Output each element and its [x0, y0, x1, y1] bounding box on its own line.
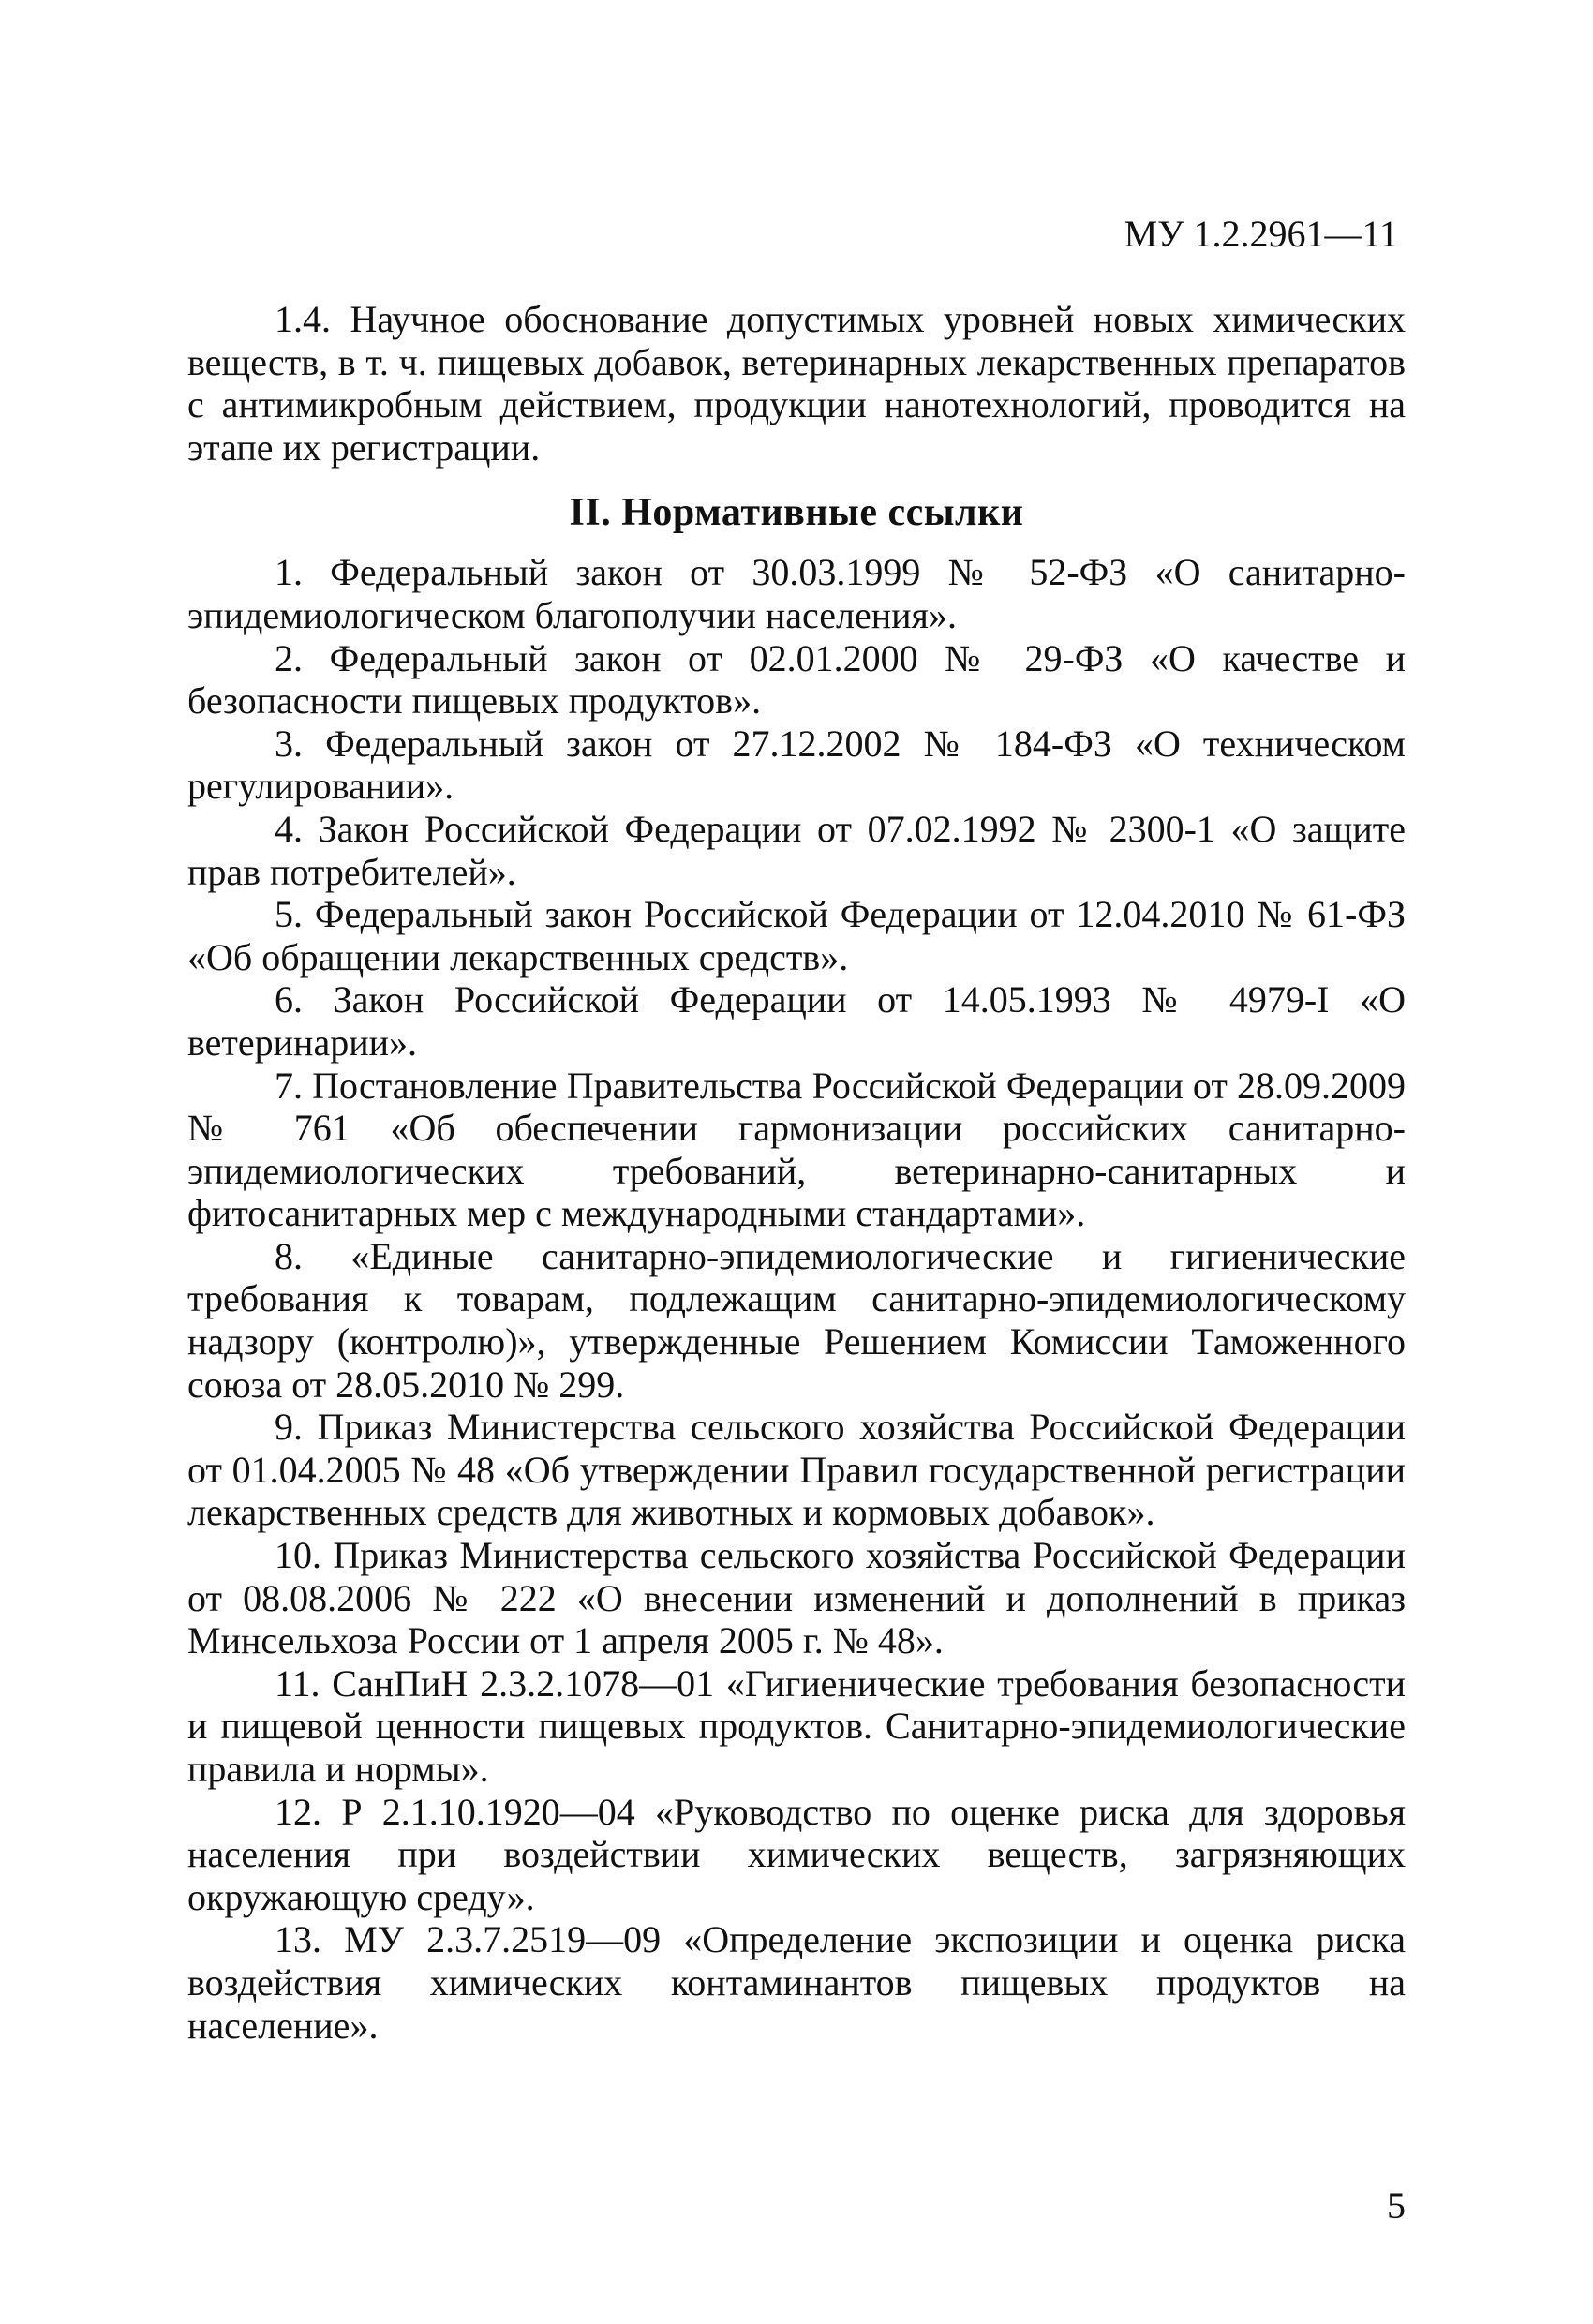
reference-text: Р 2.1.10.1920—04 «Руководство по оценке риска для здоровья населения при воздействии химических веществ, загрязняющих окружающую среду». — [187, 1790, 1406, 1918]
references-list — [187, 551, 1406, 2047]
reference-item — [187, 1406, 1406, 1534]
reference-text: Федеральный закон от 02.01.2000 № 29-ФЗ «О качестве и безопасности пищевых продуктов». — [187, 636, 1407, 723]
reference-item — [187, 637, 1406, 723]
section-heading: II. Нормативные ссылки — [569, 491, 1024, 535]
reference-number: 1. — [275, 551, 303, 594]
reference-number: 5. — [275, 893, 303, 936]
reference-number: 9. — [275, 1406, 303, 1449]
reference-text: Федеральный закон Российской Федерации от 12.04.2010 № 61-ФЗ «Об обращении лекарственных средств». — [187, 893, 1406, 978]
reference-text: Приказ Министерства сельского хозяйства Российской Федерации от 08.08.2006 № 222 «О внесении изменений и дополнений в приказ Минсельхоза России от 1 апреля 2005 г. № 48». — [187, 1534, 1406, 1662]
reference-number: 13. — [275, 1918, 321, 1961]
reference-text: СанПиН 2.3.2.1078—01 «Гигиенические требования безопасности и пищевой ценности пищевых продуктов. Санитарно-эпидемиологические правила и нормы». — [187, 1661, 1407, 1790]
reference-text: Постановление Правительства Российской Федерации от 28.09.2009 № 761 «Об обеспечении гармонизации российских санитарно-эпидемиологических требований, ветеринарно-санитарных и фитосанитарных мер с международными стандартами». — [187, 1064, 1406, 1235]
document-code-header: МУ 1.2.2961—11 — [1124, 213, 1398, 255]
reference-item — [187, 551, 1406, 636]
page-body — [187, 298, 1406, 2047]
reference-number: 7. — [275, 1064, 303, 1107]
reference-item — [187, 1235, 1406, 1406]
reference-text: Приказ Министерства сельского хозяйства Российской Федерации от 01.04.2005 № 48 «Об утверждении Правил государственной регистрации лекарственных средств для животных и кормовых добавок». — [187, 1406, 1407, 1534]
reference-number: 11. — [275, 1661, 320, 1705]
reference-item — [187, 1918, 1406, 2047]
reference-number: 10. — [275, 1534, 321, 1577]
reference-text: Закон Российской Федерации от 07.02.1992 № 2300-1 «О защите прав потребителей». — [187, 807, 1406, 893]
reference-item — [187, 723, 1406, 808]
reference-item — [187, 808, 1406, 893]
reference-text: «Единые санитарно-эпидемиологические и гигиенические требования к товарам, подлежащим санитарно-эпидемиологическому надзору (контролю)», утвержденные Решением Комиссии Таможенного союза от 28.05.2010 № 299. — [187, 1234, 1406, 1406]
reference-text: Закон Российской Федерации от 14.05.1993 № 4979-I «О ветеринарии». — [187, 978, 1407, 1064]
reference-text: Федеральный закон от 30.03.1999 № 52-ФЗ «О санитарно-эпидемиологическом благополучии населения». — [187, 551, 1407, 636]
reference-item — [187, 1791, 1406, 1919]
reference-item — [187, 978, 1406, 1064]
page-number: 5 — [1387, 2184, 1406, 2227]
reference-text: МУ 2.3.7.2519—09 «Определение экспозиции и оценка риска воздействия химических контаминантов пищевых продуктов на население». — [187, 1918, 1407, 2047]
reference-number: 4. — [275, 807, 303, 850]
reference-number: 3. — [275, 722, 303, 765]
reference-item — [187, 1065, 1406, 1235]
reference-item — [187, 1534, 1406, 1662]
reference-number: 2. — [275, 636, 303, 679]
intro-paragraph: 1.4. Научное обоснование допустимых уровней новых химических веществ, в т. ч. пищевых добавок, ветеринарных лекарственных препаратов с антимикробным действием, продукции нанотехнологий, проводится на этапе их регистрации. — [187, 298, 1406, 469]
reference-number: 12. — [275, 1790, 321, 1833]
reference-number: 6. — [275, 978, 303, 1021]
reference-text: Федеральный закон от 27.12.2002 № 184-ФЗ «О техническом регулировании». — [187, 722, 1406, 808]
reference-item — [187, 1662, 1406, 1791]
reference-number: 8. — [275, 1234, 303, 1277]
reference-item — [187, 893, 1406, 978]
